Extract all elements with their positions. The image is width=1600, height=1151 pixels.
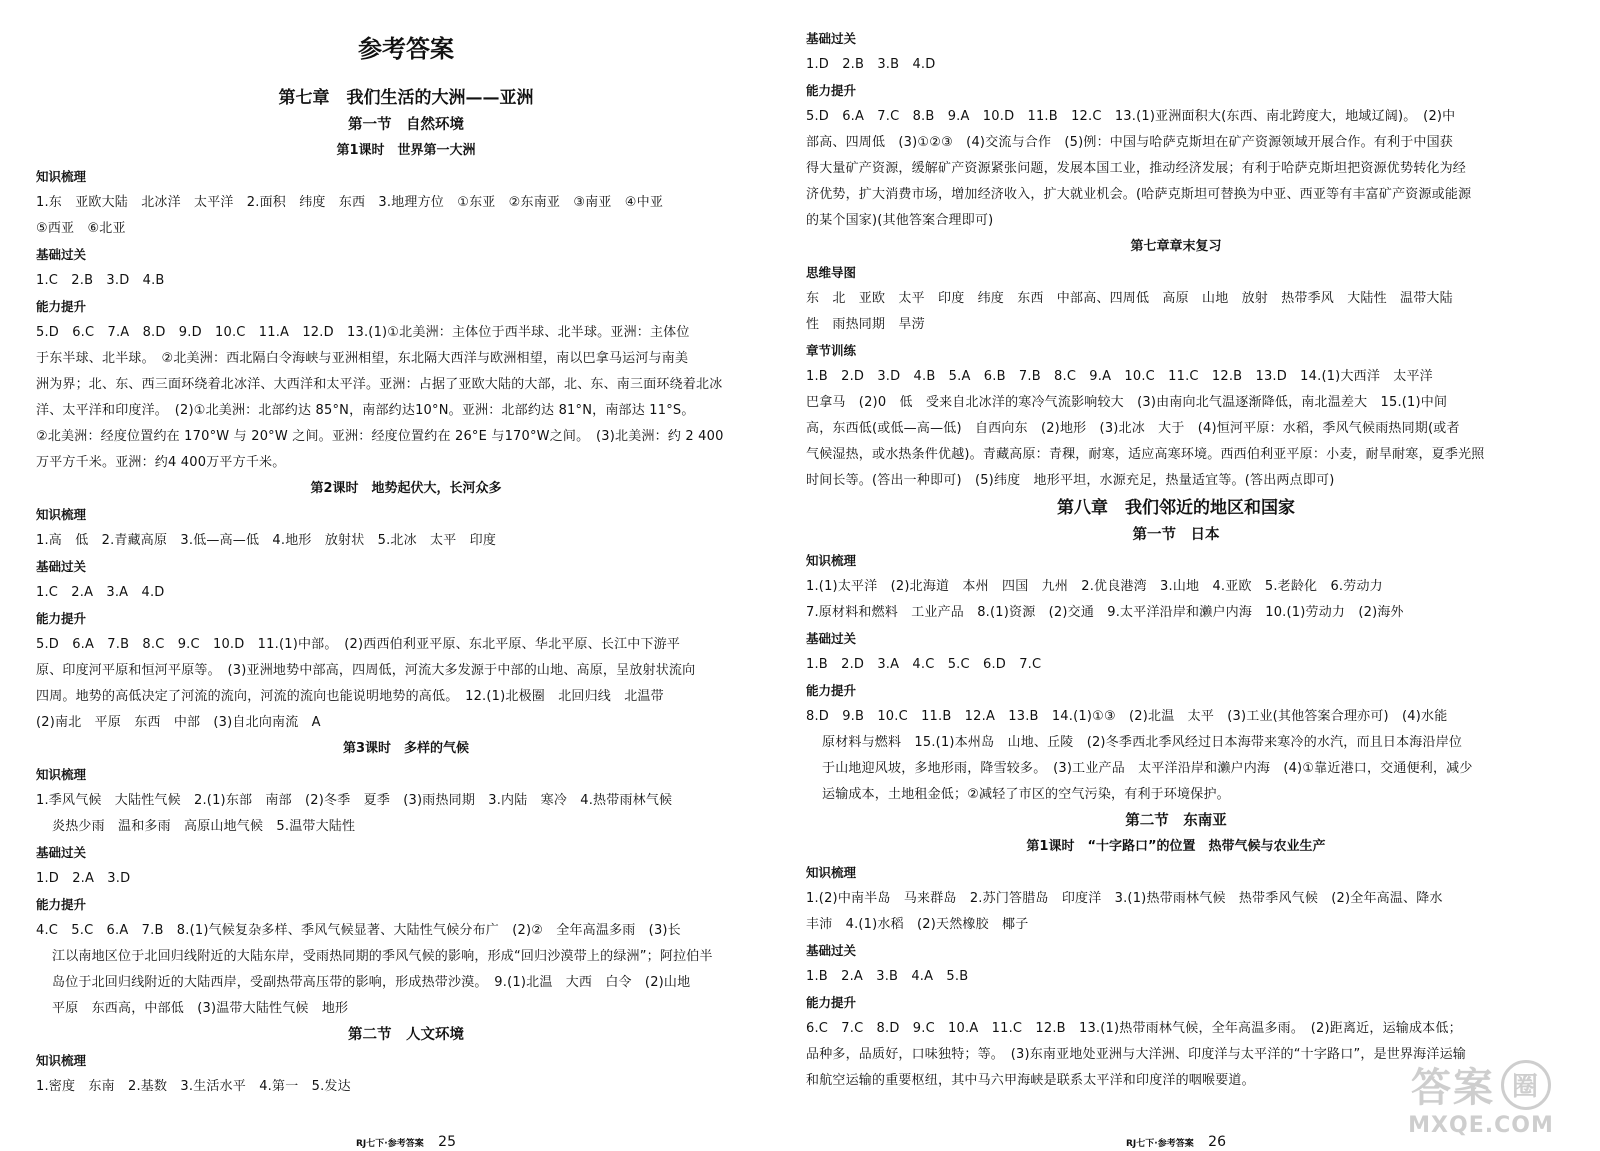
subsection-label: 知识梳理 [806,553,857,568]
answer-line: 的某个国家)(其他答案合理即可) [806,213,994,228]
watermark-logo-text: 答案 [1411,1065,1495,1111]
page-title: 参考答案 [358,35,454,63]
subsection-label: 知识梳理 [36,507,87,522]
watermark [1376,1049,1586,1145]
answer-line: 1.高 低 2.青藏高原 3.低—高—低 4.地形 放射状 5.北冰 太平 印度 [36,533,497,548]
watermark-logo [1411,1056,1551,1113]
subsection-label: 知识梳理 [36,169,87,184]
answer-line: 1.C 2.B 3.D 4.B [36,273,165,288]
answer-line: 1.D 2.A 3.D [36,871,131,886]
lesson-heading: 第1课时 世界第一大洲 [336,143,476,158]
chapter-8-heading: 第八章 我们邻近的地区和国家 [1057,498,1295,518]
subsection-label: 基础过关 [806,631,857,646]
answer-line: 得大量矿产资源，缓解矿产资源紧张问题，发展本国工业，推动经济发展；有利于哈萨克斯坦把资源优势转化为经 [806,161,1467,176]
answer-line: 万平方千米。亚洲：约4 400万平方千米。 [36,455,286,470]
answer-line: 岛位于北回归线附近的大陆西岸，受副热带高压带的影响，形成热带沙漠。 9.(1)北温 大西 白令 (2)山地 [52,975,691,990]
answer-line: 部高、四周低 (3)①②③ (4)交流与合作 (5)例：中国与哈萨克斯坦在矿产资源领域开展合作。有利于中国获 [806,135,1454,150]
answer-line: 洋、太平洋和印度洋。 (2)①北美洲：北部约达 85°N，南部约达10°N。亚洲：北部约达 81°N，南部达 11°S。 [36,403,695,418]
answer-line: 时间长等。(答出一种即可) (5)纬度 地形平坦，水源充足，热量适宜等。(答出两点即可) [806,473,1335,488]
answer-line: ⑤西亚 ⑥北亚 [36,221,126,236]
subsection-label: 能力提升 [36,611,87,626]
answer-line: 1.B 2.D 3.A 4.C 5.C 6.D 7.C [806,657,1042,672]
answer-line: 巴拿马 (2)0 低 受来自北冰洋的寒冷气流影响较大 (3)由南向北气温逐渐降低，南北温差大 15.(1)中间 [806,395,1448,410]
answer-line: 运输成本，土地租金低；②减轻了市区的空气污染，有利于环境保护。 [822,787,1230,802]
answer-line: 原、印度河平原和恒河平原等。 (3)亚洲地势中部高，四周低，河流大多发源于中部的山地、高原，呈放射状流向 [36,663,696,678]
answer-line: 炎热少雨 温和多雨 高原山地气候 5.温带大陆性 [52,819,356,834]
answer-line: 和航空运输的重要枢纽，其中马六甲海峡是联系太平洋和印度洋的咽喉要道。 [806,1073,1255,1088]
review-heading: 第七章章末复习 [1130,239,1222,254]
subsection-label: 思维导图 [806,265,857,280]
answer-line: 性 雨热同期 旱涝 [806,317,925,332]
answer-line: 东 北 亚欧 太平 印度 纬度 东西 中部高、四周低 高原 山地 放射 热带季风 大陆性 温带大陆 [806,291,1453,306]
subsection-label: 基础过关 [36,247,87,262]
answer-line: 洲为界；北、东、西三面环绕着北冰洋、大西洋和太平洋。亚洲：占据了亚欧大陆的大部，北、东、南三面环绕着北冰 [36,377,723,392]
subsection-label: 能力提升 [806,995,857,1010]
lesson-heading: 第2课时 地势起伏大，长河众多 [310,481,502,496]
answer-line: 原材料与燃料 15.(1)本州岛 山地、丘陵 (2)冬季西北季风经过日本海带来寒冷的水汽，而且日本海沿岸位 [822,735,1463,750]
subsection-label: 能力提升 [806,683,857,698]
answer-line: ②北美洲：经度位置约在 170°W 与 20°W 之间。亚洲：经度位置约在 26°E 与170°W之间。 (3)北美洲：约 2 400 [36,429,724,444]
page-right-content [806,26,1546,1094]
subsection-label: 知识梳理 [36,767,87,782]
subsection-label: 能力提升 [36,897,87,912]
answer-line: 1.(2)中南半岛 马来群岛 2.苏门答腊岛 印度洋 3.(1)热带雨林气候 热带季风气候 (2)全年高温、降水 [806,891,1443,906]
answer-line: 1.(1)太平洋 (2)北海道 本州 四国 九州 2.优良港湾 3.山地 4.亚欧 5.老龄化 6.劳动力 [806,579,1383,594]
section-heading: 第一节 日本 [1132,527,1220,543]
answer-line: 四周。地势的高低决定了河流的流向，河流的流向也能说明地势的高低。 12.(1)北极圈 北回归线 北温带 [36,689,664,704]
subsection-label: 基础过关 [36,845,87,860]
section-heading: 第二节 人文环境 [348,1027,464,1043]
answer-line: 7.原材料和燃料 工业产品 8.(1)资源 (2)交通 9.太平洋沿岸和濑户内海 10.(1)劳动力 (2)海外 [806,605,1404,620]
page-right [806,0,1546,1151]
lesson-heading: 第3课时 多样的气候 [342,741,470,756]
answer-line: 5.D 6.A 7.C 8.B 9.A 10.D 11.B 12.C 13.(1)亚洲面积大(东西、南北跨度大，地域辽阔)。 (2)中 [806,109,1456,124]
answer-line: 于山地迎风坡，多地形雨，降雪较多。 (3)工业产品 太平洋沿岸和濑户内海 (4)①靠近港口，交通便利，减少 [822,761,1473,776]
answer-line: 1.东 亚欧大陆 北冰洋 太平洋 2.面积 纬度 东西 3.地理方位 ①东亚 ②东南亚 ③南亚 ④中亚 [36,195,664,210]
answer-line: 1.D 2.B 3.B 4.D [806,57,936,72]
answer-line: 品种多，品质好，口味独特；等。 (3)东南亚地处亚洲与大洋洲、印度洋与太平洋的“十字路口”，是世界海洋运输 [806,1047,1466,1062]
answer-line: 6.C 7.C 8.D 9.C 10.A 11.C 12.B 13.(1)热带雨林气候，全年高温多雨。 (2)距离近，运输成本低； [806,1021,1462,1036]
subsection-label: 章节训练 [806,343,857,358]
subsection-label: 知识梳理 [806,865,857,880]
answer-line: 5.D 6.A 7.B 8.C 9.C 10.D 11.(1)中部。 (2)西西伯利亚平原、东北平原、华北平原、长江中下游平 [36,637,681,652]
lesson-heading: 第1课时 “十字路口”的位置 热带气候与农业生产 [1026,839,1326,854]
answer-line: 1.季风气候 大陆性气候 2.(1)东部 南部 (2)冬季 夏季 (3)雨热同期 3.内陆 寒冷 4.热带雨林气候 [36,793,673,808]
page-number: 26 [1208,1134,1226,1150]
answer-line: 高，东西低(或低—高—低) 自西向东 (2)地形 (3)北冰 大于 (4)恒河平原：水稻，季风气候雨热同期(或者 [806,421,1460,436]
page-number: 25 [438,1134,456,1150]
section-heading: 第二节 东南亚 [1125,813,1227,829]
subsection-label: 基础过关 [806,31,857,46]
section-heading: 第一节 自然环境 [348,117,464,133]
watermark-url: MXQE.COM [1408,1113,1554,1138]
subsection-label: 基础过关 [806,943,857,958]
subsection-label: 基础过关 [36,559,87,574]
answer-line: 8.D 9.B 10.C 11.B 12.A 13.B 14.(1)①③ (2)北温 太平 (3)工业(其他答案合理亦可) (4)水能 [806,709,1448,724]
footer-tag: RJ七下·参考答案 [1126,1139,1194,1149]
answer-line: 气候湿热，或水热条件优越)。青藏高原：青稞，耐寒，适应高寒环境。西西伯利亚平原：小麦，耐旱耐寒，夏季光照 [806,447,1485,462]
answer-line: 4.C 5.C 6.A 7.B 8.(1)气候复杂多样、季风气候显著、大陆性气候分布广 (2)② 全年高温多雨 (3)长 [36,923,681,938]
answer-line: 江以南地区位于北回归线附近的大陆东岸，受雨热同期的季风气候的影响，形成“回归沙漠带上的绿洲”；阿拉伯半 [52,949,713,964]
answer-line: 平原 东西高，中部低 (3)温带大陆性气候 地形 [52,1001,349,1016]
chapter-7-heading: 第七章 我们生活的大洲——亚洲 [278,88,534,108]
answer-line: 1.B 2.A 3.B 4.A 5.B [806,969,969,984]
footer-tag: RJ七下·参考答案 [356,1139,424,1149]
answer-line: 丰沛 4.(1)水稻 (2)天然橡胶 椰子 [806,917,1029,932]
answer-line: (2)南北 平原 东西 中部 (3)自北向南流 A [36,715,321,730]
answer-line: 1.密度 东南 2.基数 3.生活水平 4.第一 5.发达 [36,1079,351,1094]
page-footer [36,1134,776,1150]
subsection-label: 能力提升 [36,299,87,314]
answer-line: 5.D 6.C 7.A 8.D 9.D 10.C 11.A 12.D 13.(1)①北美洲：主体位于西半球、北半球。亚洲：主体位 [36,325,690,340]
answer-line: 济优势，扩大消费市场，增加经济收入，扩大就业机会。(哈萨克斯坦可替换为中亚、西亚等有丰富矿产资源或能源 [806,187,1472,202]
page-left [36,0,776,1151]
answer-line: 1.C 2.A 3.A 4.D [36,585,165,600]
watermark-circle-icon: 圈 [1501,1060,1551,1110]
subsection-label: 能力提升 [806,83,857,98]
answer-line: 于东半球、北半球。 ②北美洲：西北隔白令海峡与亚洲相望，东北隔大西洋与欧洲相望，南以巴拿马运河与南美 [36,351,689,366]
page-left-content [36,0,776,1100]
answer-line: 1.B 2.D 3.D 4.B 5.A 6.B 7.B 8.C 9.A 10.C 11.C 12.B 13.D 14.(1)大西洋 太平洋 [806,369,1433,384]
subsection-label: 知识梳理 [36,1053,87,1068]
